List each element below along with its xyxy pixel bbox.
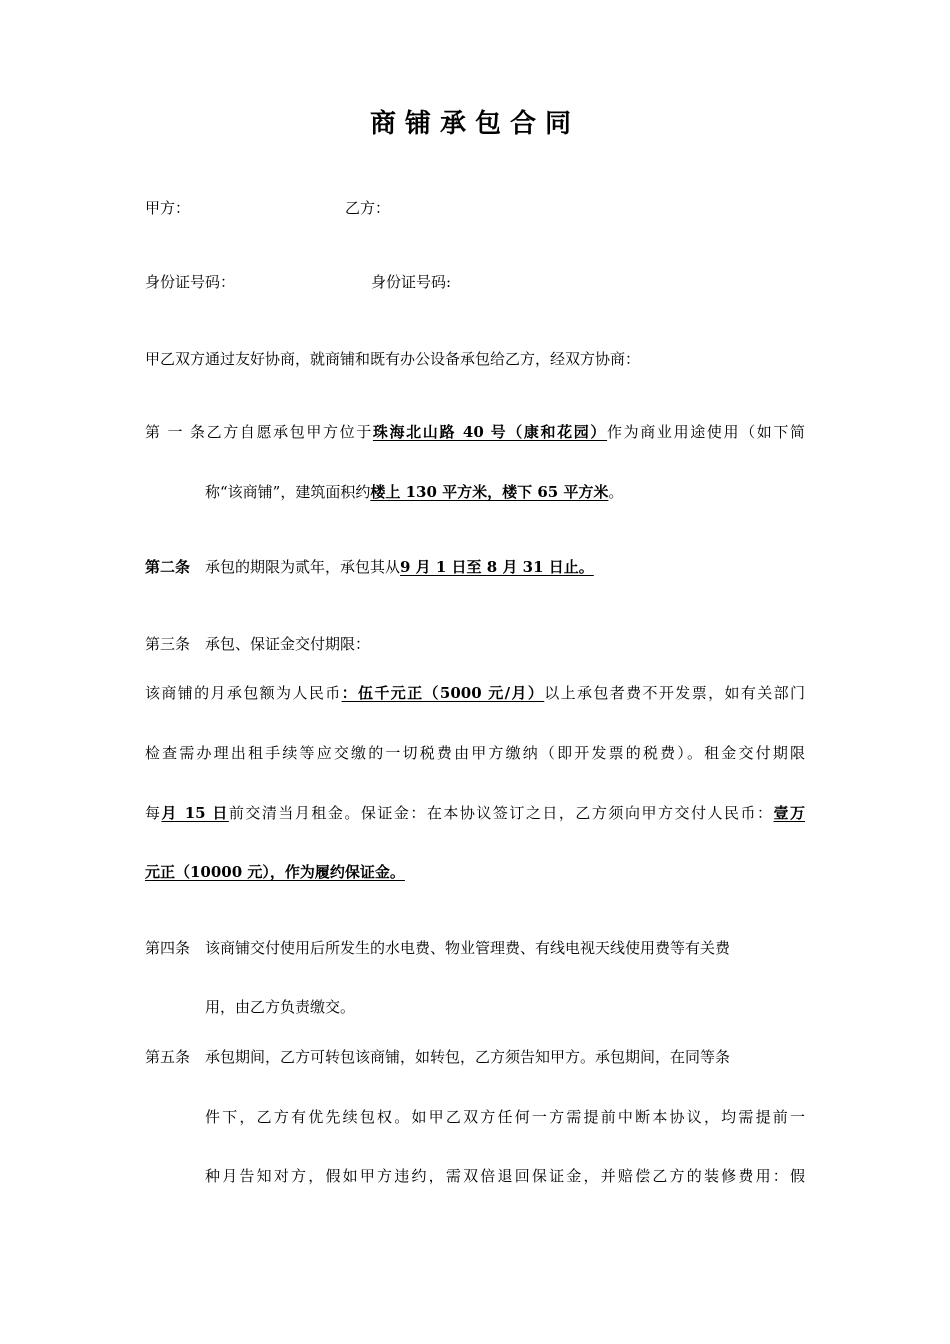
article-4-label: 第四条	[145, 939, 191, 957]
article-1-area: 楼上 130 平方米，楼下 65 平方米	[370, 483, 609, 501]
article-3-heading: 第三条 承包、保证金交付期限：	[145, 635, 371, 653]
article-1-address: 珠海北山路 40 号（康和花园）	[372, 423, 608, 441]
article-3-line-3: 每月 15 日前交清当月租金。保证金：在本协议签订之日，乙方须向甲方交付人民币：壹万	[145, 804, 805, 822]
article-1-line-1: 第一条乙方自愿承包甲方位于珠海北山路 40 号（康和花园）作为商业用途使用（如下简	[145, 423, 805, 441]
article-3-line-1: 该商铺的月承包额为人民币：伍千元正（5000 元/月）以上承包者费不开发票，如有关部门	[145, 684, 805, 702]
party-b-label: 乙方：	[345, 199, 391, 217]
intro-paragraph: 甲乙双方通过友好协商，就商铺和既有办公设备承包给乙方，经双方协商：	[145, 350, 641, 368]
deposit-amount-start: 壹万	[773, 804, 805, 822]
article-4-line-1: 第四条 该商铺交付使用后所发生的水电费、物业管理费、有线电视天线使用费等有关费	[145, 939, 731, 957]
article-5-label: 第五条	[145, 1048, 191, 1066]
article-2-period: 9 月 1 日至 8 月 31 日止。	[400, 558, 594, 576]
party-b-id-label: 身份证号码:	[371, 273, 452, 291]
monthly-amount: ：伍千元正（5000 元/月）	[341, 684, 545, 702]
article-2: 第二条 承包的期限为贰年，承包其从9 月 1 日至 8 月 31 日止。	[145, 558, 594, 576]
article-3-line-2: 检查需办理出租手续等应交缴的一切税费由甲方缴纳（即开发票的税费）。租金交付期限	[145, 744, 805, 762]
party-a-id-label: 身份证号码：	[145, 273, 236, 291]
deposit-amount-end: 元正（10000 元），作为履约保证金。	[145, 863, 405, 881]
article-5-line-3: 种月告知对方，假如甲方违约，需双倍退回保证金，并赔偿乙方的装修费用：假	[205, 1167, 805, 1185]
article-2-label: 第二条	[145, 558, 191, 576]
article-1-label: 第一条	[145, 423, 205, 441]
article-1-line-2: 称“该商铺”，建筑面积约楼上 130 平方米，楼下 65 平方米。	[205, 483, 624, 501]
article-3-label: 第三条	[145, 635, 191, 653]
article-5-line-1: 第五条 承包期间，乙方可转包该商铺，如转包，乙方须告知甲方。承包期间，在同等条	[145, 1048, 731, 1066]
article-5-line-2: 件下，乙方有优先续包权。如甲乙双方任何一方需提前中断本协议，均需提前一	[205, 1108, 805, 1126]
document-title: 商铺承包合同	[369, 109, 580, 139]
rent-due-date: 月 15 日	[161, 804, 229, 822]
article-4-line-2: 用，由乙方负责缴交。	[205, 998, 356, 1016]
party-a-label: 甲方：	[145, 199, 191, 217]
